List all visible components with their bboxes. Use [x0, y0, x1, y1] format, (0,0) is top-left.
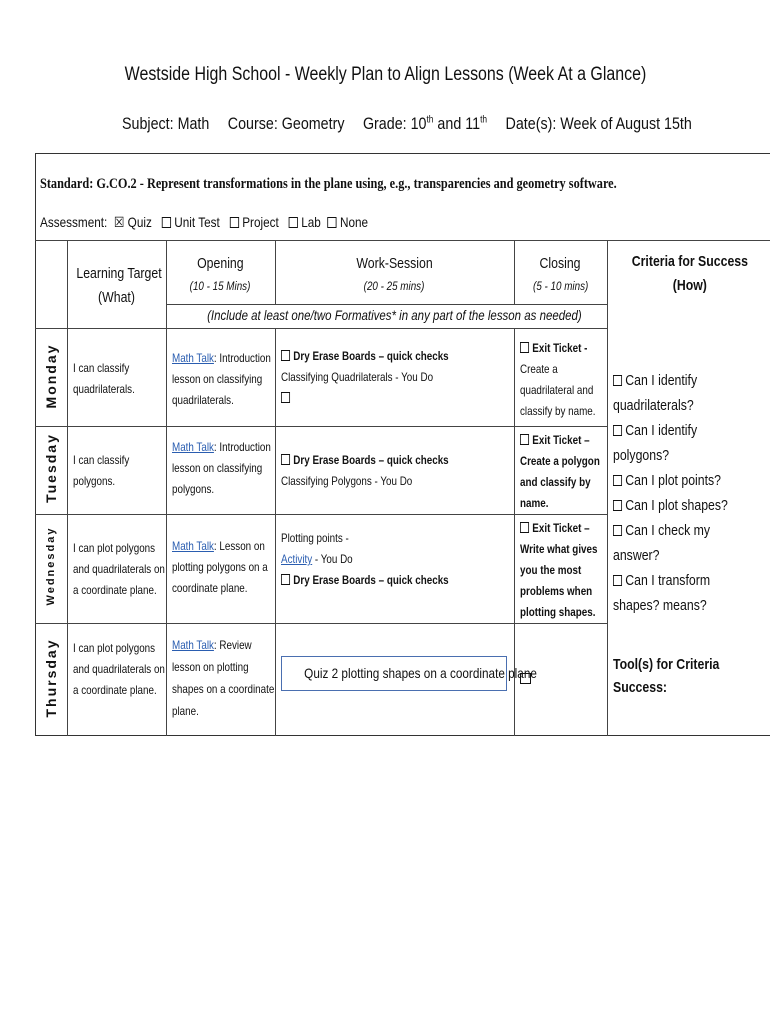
none-checkbox-icon[interactable] [327, 217, 336, 228]
tuesday-opening: Math Talk: Introduction lesson on classifying polygons. [172, 440, 271, 496]
day-label-wednesday: Wednesday [45, 526, 57, 606]
checkbox-icon[interactable] [613, 475, 622, 486]
math-talk-link[interactable]: Math Talk [172, 539, 214, 553]
course-info-line [122, 114, 710, 134]
course-label: Course: Geometry [227, 114, 345, 133]
math-talk-link[interactable]: Math Talk [172, 351, 214, 365]
monday-closing: Exit Ticket - Create a quadrilateral and classify by name. [520, 341, 596, 418]
monday-work-session: Dry Erase Boards – quick checks Classifying Quadrilaterals - You Do [281, 346, 485, 409]
tools-for-criteria: Tool(s) for Criteria Success: [613, 656, 720, 696]
grade-label: Grade: 10th and 11th [362, 114, 488, 133]
checkbox-icon[interactable] [281, 454, 290, 465]
thursday-opening: Math Talk: Review lesson on plotting shapes on a coordinate plane. [172, 638, 275, 718]
tuesday-closing: Exit Ticket – Create a polygon and classify by name. [520, 433, 600, 510]
checkbox-icon[interactable] [613, 500, 622, 511]
unit-test-checkbox-icon[interactable] [162, 217, 171, 228]
closing-header: Closing (5 - 10 mins) [532, 255, 589, 293]
project-checkbox-icon[interactable] [230, 217, 239, 228]
assessment-row [40, 214, 368, 231]
lab-label: Lab [301, 214, 321, 230]
wednesday-opening: Math Talk: Lesson on plotting polygons on a coordinate plane. [172, 539, 268, 595]
divider [35, 623, 607, 624]
lab-checkbox-icon[interactable] [289, 217, 298, 228]
divider [35, 328, 607, 329]
divider [67, 240, 68, 736]
divider [35, 240, 770, 241]
subject-label: Subject: Math [122, 114, 210, 133]
checkbox-icon[interactable] [613, 375, 622, 386]
monday-target: I can classify quadrilaterals. [73, 361, 135, 396]
quiz-textbox: Quiz 2 plotting shapes on a coordinate plane [281, 656, 507, 691]
checkbox-icon[interactable] [613, 575, 622, 586]
learning-target-header: Learning Target (What) [76, 265, 162, 306]
wednesday-work-session: Plotting points - Activity - You Do Dry Erase Boards – quick checks [281, 531, 449, 587]
none-label: None [339, 214, 369, 230]
divider [35, 426, 607, 427]
checkbox-icon[interactable] [520, 522, 529, 533]
checkbox-icon[interactable] [613, 425, 622, 436]
opening-header: Opening (10 - 15 Mins) [190, 255, 251, 293]
day-label-tuesday: Tuesday [43, 433, 59, 503]
math-talk-link[interactable]: Math Talk [172, 638, 214, 652]
divider [35, 514, 607, 515]
math-talk-link[interactable]: Math Talk [172, 440, 214, 454]
checkbox-icon[interactable] [520, 342, 529, 353]
page-title: Westside High School - Weekly Plan to Align Lessons (Week At a Glance) [124, 64, 646, 85]
tuesday-work-session: Dry Erase Boards – quick checks Classifying Polygons - You Do [281, 453, 449, 488]
activity-link[interactable]: Activity [281, 552, 313, 566]
dates-label: Date(s): Week of August 15th [505, 114, 692, 133]
divider [166, 304, 607, 305]
checkbox-icon[interactable] [613, 525, 622, 536]
wednesday-target: I can plot polygons and quadrilaterals on a coordinate plane. [73, 541, 165, 597]
checkbox-icon[interactable] [281, 350, 290, 361]
quiz-label: Quiz [127, 214, 152, 230]
standard-text: Standard: G.CO.2 - Represent transformations in the plane using, e.g., transparencies and geometry software. [40, 176, 617, 192]
day-label-monday: Monday [43, 343, 59, 409]
day-label-thursday: Thursday [43, 638, 59, 718]
tuesday-target: I can classify polygons. [73, 453, 130, 488]
work-session-header: Work-Session (20 - 25 mins) [356, 255, 433, 293]
checkbox-icon[interactable] [520, 434, 529, 445]
quiz-checkbox-icon[interactable]: ☒ [113, 214, 125, 230]
checkbox-icon[interactable] [281, 392, 290, 403]
thursday-closing [520, 669, 535, 690]
criteria-list: Can I identify quadrilaterals? Can I identify polygons? Can I plot points? Can I plot shapes? Can I check my answer? Can I transform shapes? means? [613, 372, 728, 614]
assessment-label: Assessment: [40, 214, 108, 230]
checkbox-icon[interactable] [281, 574, 290, 585]
formatives-note: (Include at least one/two Formatives* in any part of the lesson as needed) [207, 307, 582, 323]
checkbox-icon[interactable] [520, 673, 531, 684]
wednesday-closing: Exit Ticket – Write what gives you the most problems when plotting shapes. [520, 521, 598, 619]
monday-opening: Math Talk: Introduction lesson on classifying quadrilaterals. [172, 351, 271, 407]
project-label: Project [242, 214, 279, 230]
unit-test-label: Unit Test [174, 214, 220, 230]
thursday-target: I can plot polygons and quadrilaterals on a coordinate plane. [73, 641, 165, 697]
criteria-header: Criteria for Success (How) [631, 253, 749, 294]
